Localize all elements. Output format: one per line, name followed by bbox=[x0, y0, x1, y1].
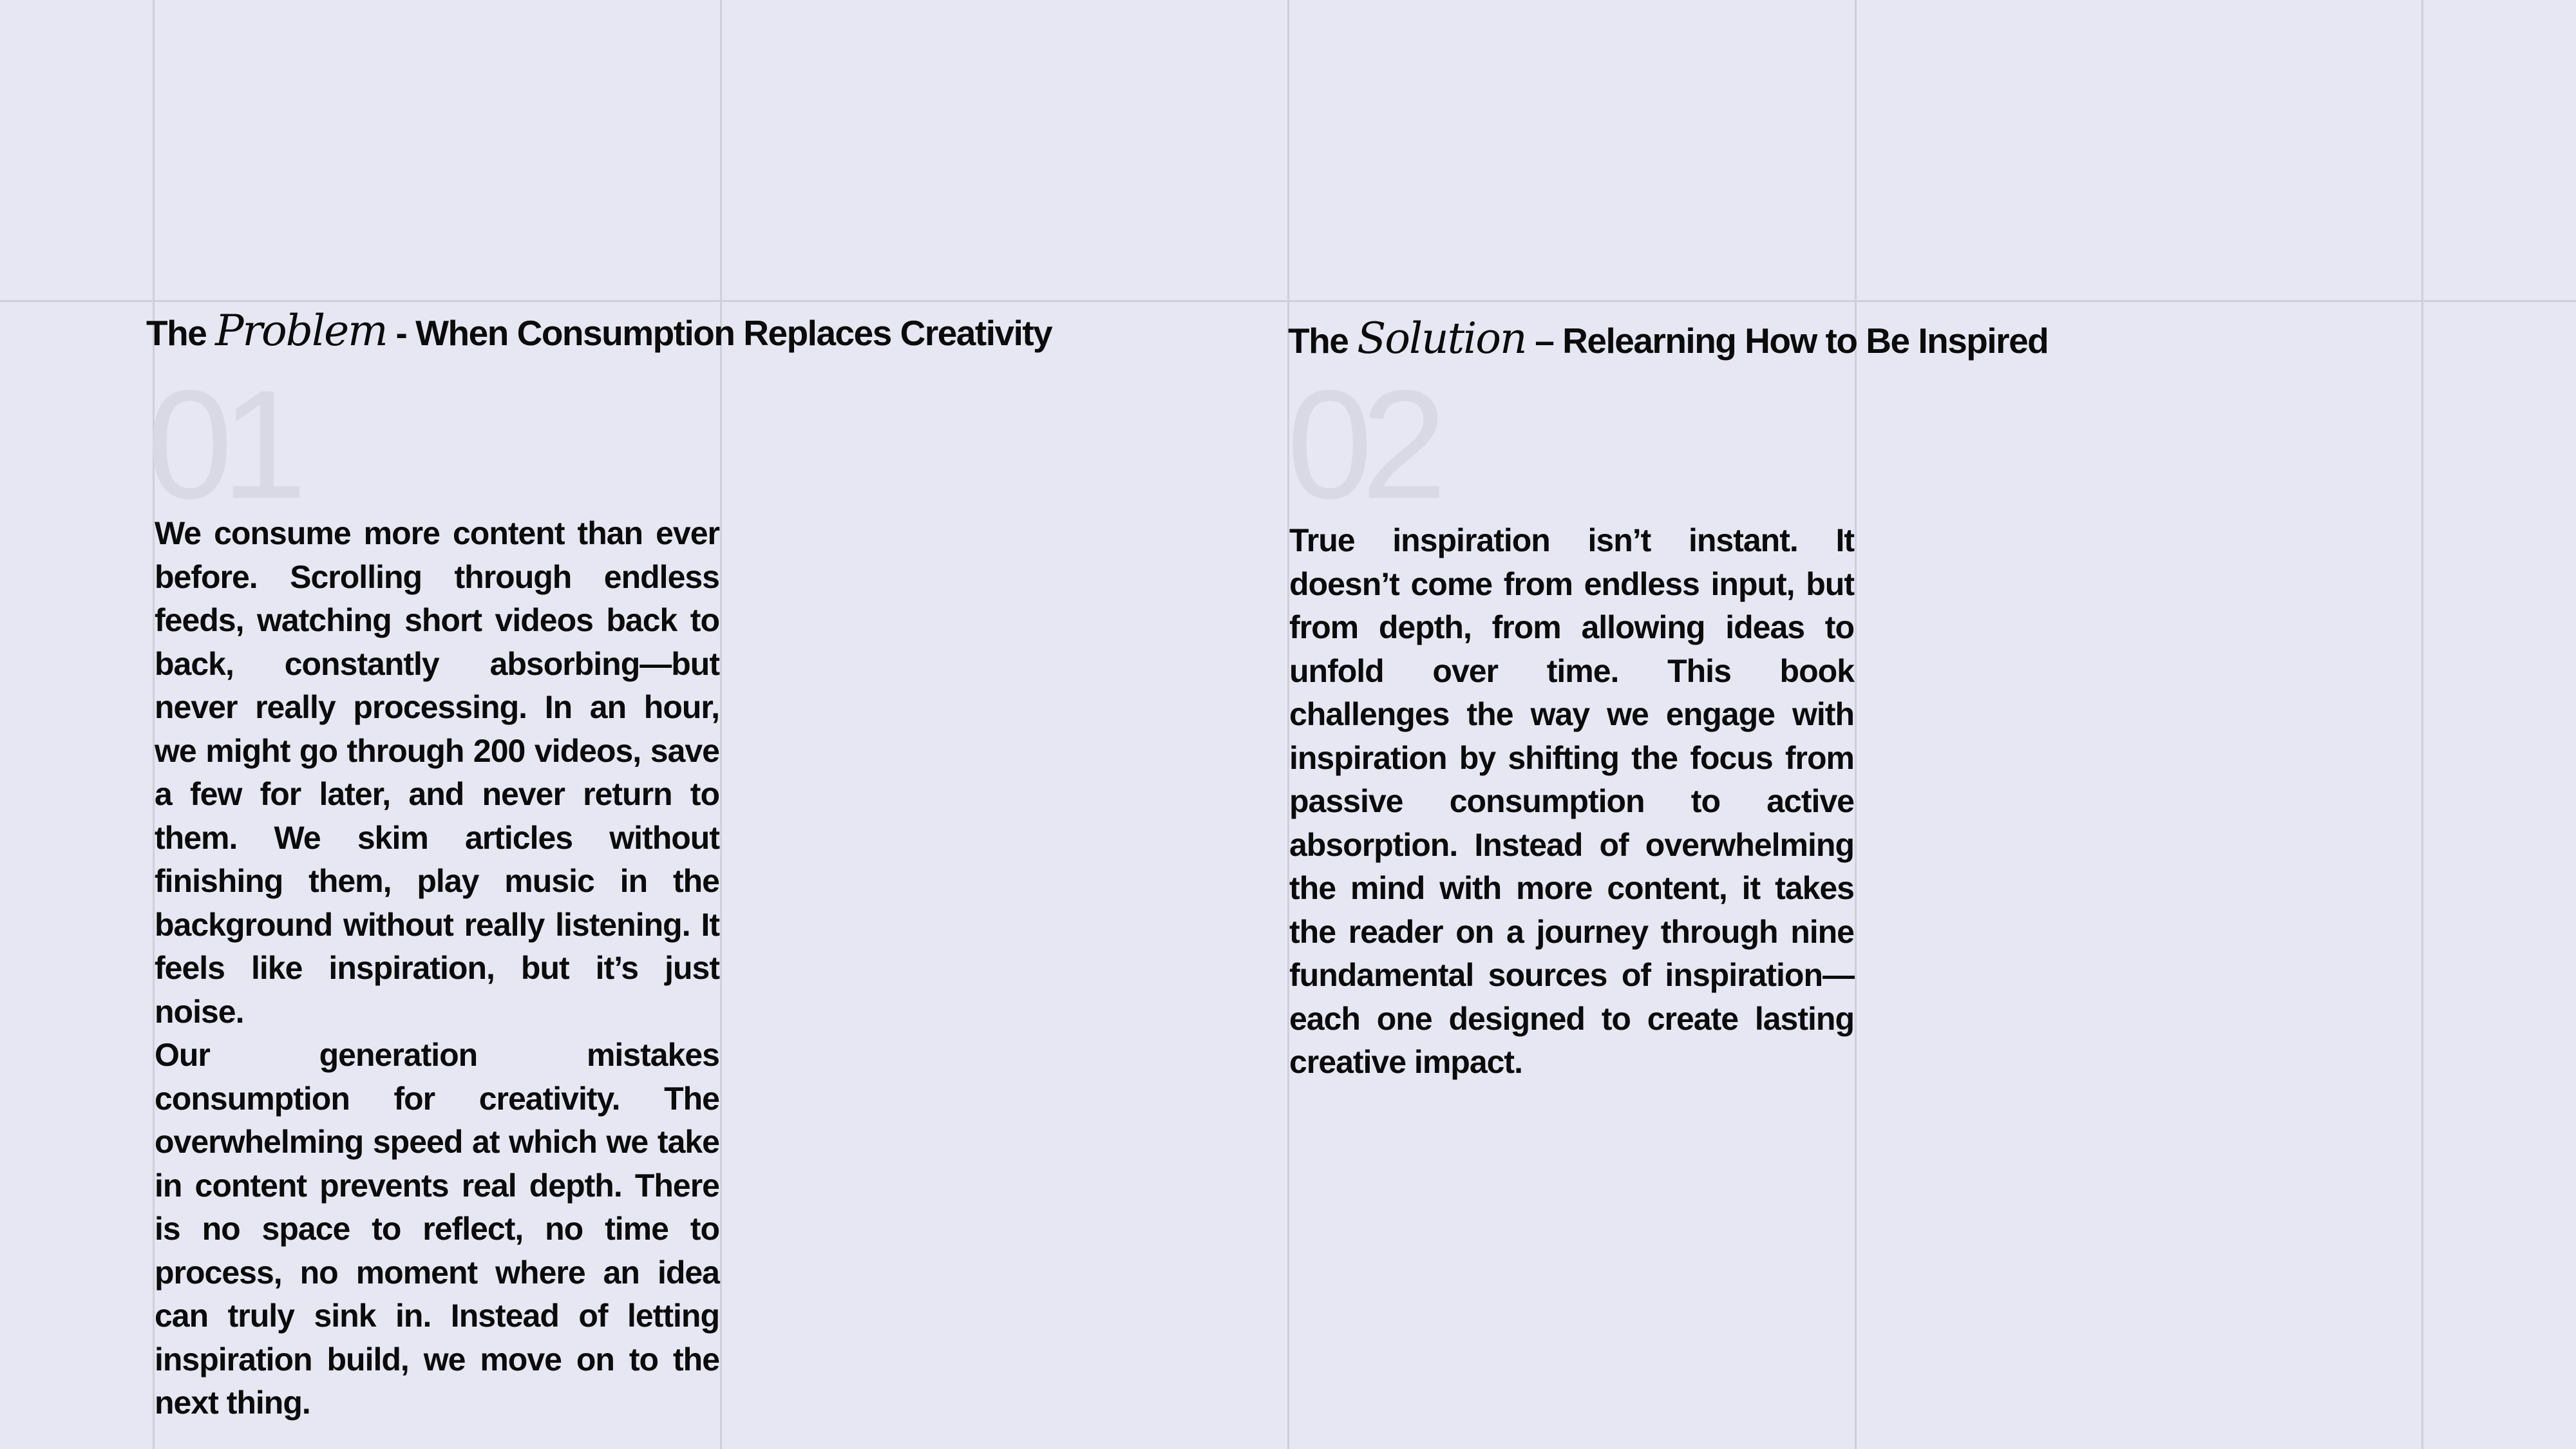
solution-heading-suffix: – Relearning How to Be Inspired bbox=[1535, 321, 2049, 361]
problem-heading-italic: Problem bbox=[215, 306, 387, 355]
grid-line-vertical bbox=[1855, 0, 1857, 1449]
solution-paragraph-1: True inspiration isn’t instant. It doesn’t come from endless input, but from depth, from allowing ideas to unfold over time. This book challenges the way we engage with inspiration by shifting the focus from passive consumption to active absorption. Instead of overwhelming the mind with more content, it takes the reader on a journey through nine fundamental sources of inspiration—each one designed to create lasting creative impact. bbox=[1289, 522, 1854, 1080]
problem-heading-suffix: - When Consumption Replaces Creativity bbox=[395, 313, 1052, 353]
solution-section-number: 02 bbox=[1287, 358, 1435, 531]
solution-heading-italic: Solution bbox=[1357, 314, 1526, 363]
grid-line-vertical bbox=[720, 0, 722, 1449]
problem-heading-prefix: The bbox=[146, 313, 207, 353]
problem-section-number: 01 bbox=[147, 358, 296, 531]
grid-line-horizontal bbox=[0, 300, 2576, 302]
solution-heading-prefix: The bbox=[1288, 321, 1349, 361]
problem-heading bbox=[146, 308, 1052, 355]
grid-line-vertical bbox=[2421, 0, 2423, 1449]
problem-paragraph-2: Our generation mistakes consumption for creativity. The overwhelming speed at which we take in content prevents real depth. There is no space to reflect, no time to process, no moment where an idea can truly sink in. Instead of letting inspiration build, we move on to the next thing. bbox=[155, 1037, 719, 1421]
problem-paragraph-1: We consume more content than ever before. Scrolling through endless feeds, watching short videos back to back, constantly absorbing—but never really processing. In an hour, we might go through 200 videos, save a few for later, and never return to them. We skim articles without finishing them, play music in the background without really listening. It feels like inspiration, but it’s just noise. bbox=[155, 515, 719, 1030]
solution-heading bbox=[1288, 316, 2048, 363]
